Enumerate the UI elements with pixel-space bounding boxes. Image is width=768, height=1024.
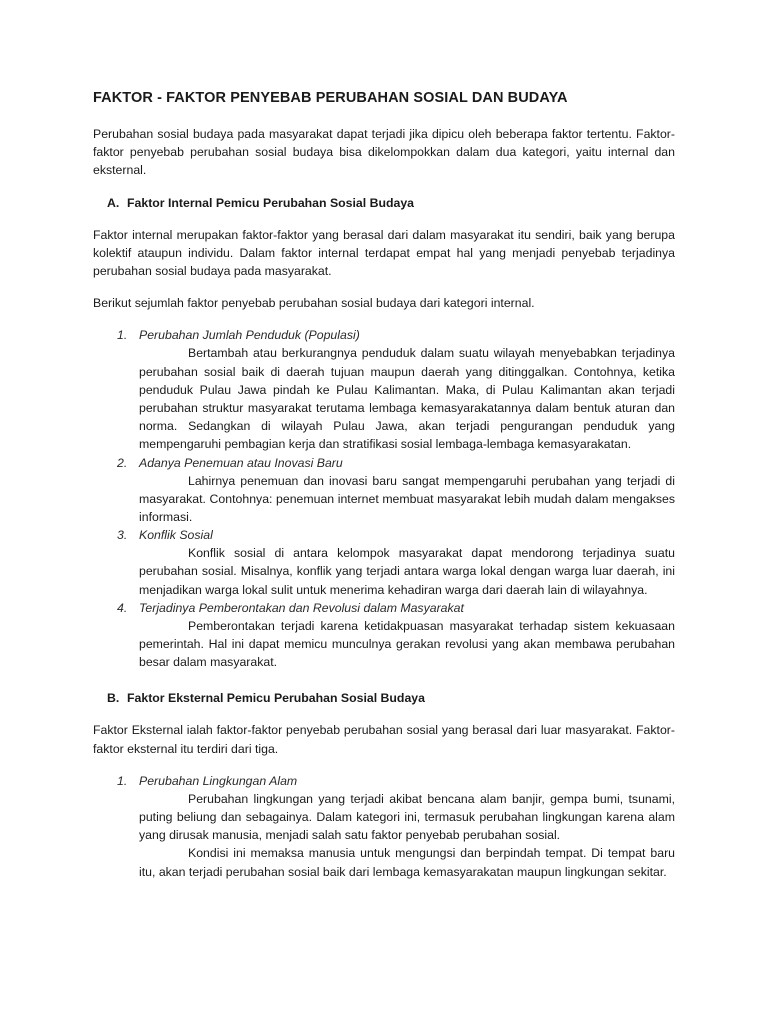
- list-item-heading: [93, 326, 675, 344]
- list-item: [93, 526, 675, 599]
- list-item-body: Konflik sosial di antara kelompok masyarakat dapat mendorong terjadinya suatu perubahan sosial. Misalnya, konflik yang terjadi antara warga lokal dengan warga luar daerah, ini menjadikan warga lokal sulit untuk menerima kehadiran warga dari daerah lain di wilayahnya.: [139, 546, 675, 597]
- list-item-title: Perubahan Lingkungan Alam: [139, 773, 298, 788]
- intro-paragraph: Perubahan sosial budaya pada masyarakat dapat terjadi jika dipicu oleh beberapa faktor tertentu. Faktor-faktor penyebab perubahan sosial budaya bisa dikelompokkan dalam dua kategori, yaitu internal dan eksternal.: [93, 127, 675, 178]
- list-item-heading: [93, 454, 675, 472]
- list-item-title: Perubahan Jumlah Penduduk (Populasi): [139, 328, 360, 343]
- section-a-title: Faktor Internal Pemicu Perubahan Sosial Budaya: [127, 195, 415, 210]
- section-b-title: Faktor Eksternal Pemicu Perubahan Sosial Budaya: [127, 691, 425, 706]
- section-a-heading: [93, 194, 675, 212]
- list-item: [93, 326, 675, 453]
- page-title: FAKTOR - FAKTOR PENYEBAB PERUBAHAN SOSIAL DAN BUDAYA: [93, 90, 568, 106]
- list-item-heading: [93, 599, 675, 617]
- internal-factor-list: [93, 326, 675, 671]
- list-item-body: Perubahan lingkungan yang terjadi akibat bencana alam banjir, gempa bumi, tsunami, puting beliung dan sebagainya. Dalam kategori ini, termasuk perubahan lingkungan karena alam yang dirusak manusia, menjadi salah satu faktor penyebab perubahan sosial.: [139, 791, 675, 843]
- list-item-title: Adanya Penemuan atau Inovasi Baru: [139, 455, 343, 470]
- list-item-number: 1.: [117, 328, 128, 343]
- list-item-heading: [93, 772, 675, 790]
- section-b-letter: B.: [107, 691, 120, 706]
- list-item-number: 1.: [117, 773, 128, 788]
- list-item-number: 4.: [117, 600, 128, 615]
- section-a-letter: A.: [107, 195, 120, 210]
- section-a-paragraph-2: Berikut sejumlah faktor penyebab perubahan sosial budaya dari kategori internal.: [93, 296, 535, 311]
- list-item-body-continued: Kondisi ini memaksa manusia untuk mengungsi dan berpindah tempat. Di tempat baru itu, akan terjadi perubahan sosial baik dari lembaga kemasyarakatan maupun lingkungan sekitar.: [139, 846, 675, 879]
- list-item: [93, 454, 675, 527]
- list-item-heading: [93, 526, 675, 544]
- list-item-number: 3.: [117, 528, 128, 543]
- list-item-body: Pemberontakan terjadi karena ketidakpuasan masyarakat terhadap sistem kekuasaan pemerintah. Hal ini dapat memicu munculnya gerakan revolusi yang akan membawa perubahan besar dalam masyarakat.: [139, 618, 675, 670]
- section-a-paragraph-1: Faktor internal merupakan faktor-faktor yang berasal dari dalam masyarakat itu sendiri, baik yang berupa kolektif ataupun individu. Dalam faktor internal terdapat empat hal yang menjadi penyebab terjadinya perubahan sosial budaya pada masyarakat.: [93, 227, 675, 279]
- section-b-paragraph-1: Faktor Eksternal ialah faktor-faktor penyebab perubahan sosial yang berasal dari luar masyarakat. Faktor-faktor eksternal itu terdiri dari tiga.: [93, 723, 675, 756]
- list-item-title: Konflik Sosial: [139, 528, 213, 543]
- list-item-body: Lahirnya penemuan dan inovasi baru sangat mempengaruhi perubahan yang terjadi di masyarakat. Contohnya: penemuan internet membuat masyarakat lebih mudah dalam mengakses informasi.: [139, 473, 675, 525]
- list-item: [93, 599, 675, 672]
- list-item-number: 2.: [117, 455, 128, 470]
- list-item: [93, 772, 675, 881]
- section-b-heading: [93, 689, 675, 707]
- external-factor-list: [93, 772, 675, 881]
- list-item-title: Terjadinya Pemberontakan dan Revolusi dalam Masyarakat: [139, 600, 464, 615]
- list-item-body: Bertambah atau berkurangnya penduduk dalam suatu wilayah menyebabkan terjadinya perubahan sosial baik di daerah tujuan maupun daerah yang ditinggalkan. Contohnya, ketika penduduk Pulau Jawa pindah ke Pulau Kalimantan. Maka, di Pulau Kalimantan akan terjadi perubahan struktur masyarakat terutama lembaga kemasyarakatannya dalam bentuk aturan dan norma. Sedangkan di wilayah Pulau Jawa, akan terjadi pengurangan penduduk yang mempengaruhi pembagian kerja dan stratifikasi sosial lembaga-lembaga kemasyarakatan.: [139, 346, 675, 452]
- document-page: [93, 88, 675, 881]
